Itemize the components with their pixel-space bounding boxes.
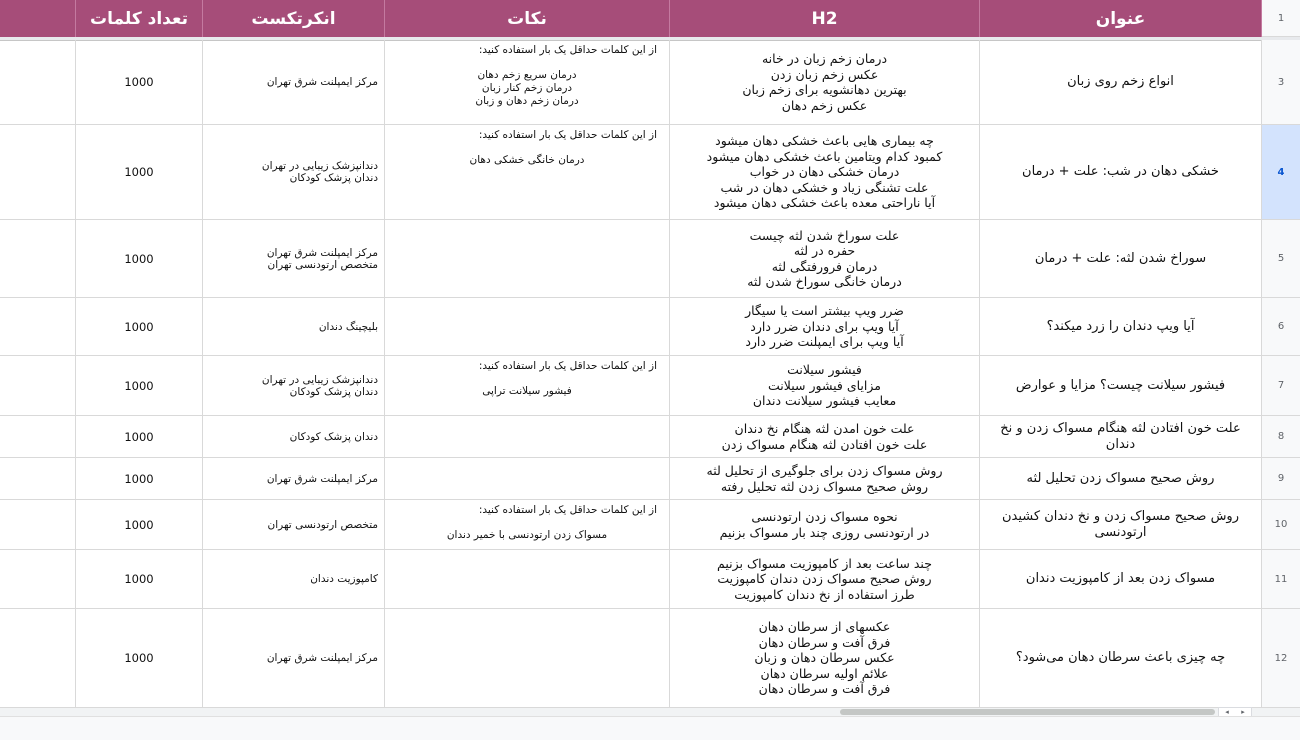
notes-keywords <box>385 154 669 167</box>
h2-line: آیا ناراحتی معده باعث خشکی دهان میشود <box>713 195 936 211</box>
notes-keyword: درمان زخم کنار زبان <box>481 82 573 94</box>
column-header-anchor[interactable]: انکرتکست <box>203 0 385 37</box>
notes-keyword: درمان خانگی خشکی دهان <box>469 154 585 166</box>
cell-title[interactable] <box>980 40 1262 125</box>
h2-line: فرق آفت و سرطان دهان <box>758 634 891 650</box>
h2-line: علت خون امدن لثه هنگام نخ دندان <box>734 421 915 436</box>
h2-line: روش صحیح مسواک زدن لثه تحلیل رفته <box>720 478 929 494</box>
h2-line: علائم اولیه سرطان دهان <box>760 665 889 681</box>
table-row[interactable] <box>0 500 1300 550</box>
anchor-line: مرکز ایمپلنت شرق تهران <box>266 652 378 664</box>
cell-notes[interactable] <box>385 458 670 500</box>
notes-keyword: مسواک زدن ارتودنسی با خمیر دندان <box>446 529 608 541</box>
cell-h2[interactable] <box>670 550 980 609</box>
h2-line: ضرر ویپ بیشتر است یا سیگار <box>745 303 904 319</box>
cell-title-text: علت خون افتادن لثه هنگام مسواک زدن و نخ دندان <box>1000 420 1241 452</box>
row-number[interactable]: 7 <box>1262 356 1300 416</box>
cell-word-count[interactable]: 1000 <box>76 416 203 458</box>
cell-title-text: خشکی دهان در شب: علت + درمان <box>1022 164 1219 179</box>
cell-title-text: مسواک زدن بعد از کامپوزیت دندان <box>1025 571 1216 586</box>
cell-title[interactable] <box>980 125 1262 220</box>
cell-title[interactable] <box>980 356 1262 416</box>
h2-line: حفره در لثه <box>793 243 856 258</box>
cell-word-count[interactable]: 1000 <box>76 298 203 356</box>
cell-h2[interactable] <box>670 125 980 220</box>
cell-word-count[interactable]: 1000 <box>76 125 203 220</box>
cell-anchor[interactable] <box>203 550 385 609</box>
cell-h2[interactable] <box>670 500 980 550</box>
anchor-line: دندان پزشک کودکان <box>289 172 378 184</box>
cell-title-text: چه چیزی باعث سرطان دهان می‌شود؟ <box>1015 650 1226 665</box>
cell-notes[interactable] <box>385 356 670 416</box>
cell-title[interactable] <box>980 220 1262 298</box>
h2-line: درمان زخم زبان در خانه <box>761 51 888 66</box>
row-number[interactable]: 3 <box>1262 40 1300 125</box>
notes-keywords <box>385 529 669 542</box>
cell-h2[interactable] <box>670 458 980 500</box>
anchor-line: بلیچینگ دندان <box>318 320 378 333</box>
cell-anchor[interactable] <box>203 416 385 458</box>
cell-title[interactable] <box>980 298 1262 356</box>
cell-notes[interactable] <box>385 40 670 125</box>
cell-title[interactable] <box>980 609 1262 708</box>
cell-notes[interactable] <box>385 298 670 356</box>
cell-title[interactable] <box>980 500 1262 550</box>
h2-line: نحوه مسواک زدن ارتودنسی <box>751 509 898 524</box>
cell-word-count[interactable]: 1000 <box>76 500 203 550</box>
cell-title-text: انواع زخم روی زبان <box>1067 74 1174 89</box>
h2-line: در ارتودنسی روزی چند بار مسواک بزنیم <box>719 524 930 540</box>
h2-line: چه بیماری هایی باعث خشکی دهان میشود <box>715 133 934 149</box>
column-header-h2[interactable]: H2 <box>670 0 980 37</box>
cell-empty[interactable] <box>0 416 76 458</box>
h2-line: درمان فرورفتگی لثه <box>771 258 878 274</box>
h2-line: روش مسواک زدن برای جلوگیری از تحلیل لثه <box>706 463 943 478</box>
notes-instruction: از این کلمات حداقل یک بار استفاده کنید: <box>478 504 657 516</box>
cell-notes[interactable] <box>385 125 670 220</box>
cell-anchor[interactable] <box>203 298 385 356</box>
h2-line: فیشور سیلانت <box>787 362 862 378</box>
notes-keyword: درمان زخم دهان و زبان <box>475 95 579 107</box>
cell-notes[interactable] <box>385 609 670 708</box>
h2-line: طرز استفاده از نخ دندان کامپوزیت <box>734 586 915 602</box>
notes-instruction: از این کلمات حداقل یک بار استفاده کنید: <box>478 129 657 141</box>
cell-empty[interactable] <box>0 609 76 708</box>
cell-empty[interactable] <box>0 40 76 125</box>
h2-line: آیا ویپ برای دندان ضرر دارد <box>750 318 899 334</box>
row-number[interactable]: 10 <box>1262 500 1300 550</box>
table-row[interactable] <box>0 416 1300 458</box>
cell-title-text: آیا ویپ دندان را زرد میکند؟ <box>1046 318 1195 334</box>
h2-line: درمان خشکی دهان در خواب <box>749 164 900 180</box>
anchor-line: مرکز ایمپلنت شرق تهران <box>266 472 378 485</box>
column-header-empty[interactable] <box>0 0 76 37</box>
row-number[interactable]: 6 <box>1262 298 1300 356</box>
h2-line: درمان خانگی سوراخ شدن لثه <box>747 274 902 289</box>
h2-line: روش صحیح مسواک زدن دندان کامپوزیت <box>717 571 932 587</box>
cell-notes[interactable] <box>385 416 670 458</box>
cell-title[interactable] <box>980 458 1262 500</box>
row-number[interactable]: 11 <box>1262 550 1300 609</box>
notes-keywords <box>385 385 669 398</box>
cell-title[interactable] <box>980 550 1262 609</box>
notes-instruction: از این کلمات حداقل یک بار استفاده کنید: <box>478 44 657 56</box>
anchor-line: دندانپزشک زیبایی در تهران <box>261 373 378 386</box>
h2-line: علت تشنگی زیاد و خشکی دهان در شب <box>720 179 929 195</box>
scroll-right-icon[interactable]: ▸ <box>1241 708 1245 716</box>
column-header-word-count[interactable]: تعداد کلمات <box>76 0 203 37</box>
horizontal-scrollbar-thumb[interactable] <box>840 709 1215 715</box>
table-row[interactable] <box>0 609 1300 708</box>
cell-word-count[interactable]: 1000 <box>76 458 203 500</box>
cell-title-text: فیشور سیلانت چیست؟ مزایا و عوارض <box>1015 377 1226 393</box>
cell-empty[interactable] <box>0 550 76 609</box>
notes-keyword: درمان سریع زخم دهان <box>477 69 577 81</box>
cell-h2[interactable] <box>670 298 980 356</box>
cell-word-count[interactable]: 1000 <box>76 356 203 416</box>
cell-h2[interactable] <box>670 356 980 416</box>
h2-line: عکس سرطان دهان و زبان <box>754 650 895 666</box>
column-header-notes[interactable]: نکات <box>385 0 670 37</box>
cell-h2[interactable] <box>670 40 980 125</box>
anchor-line: دندان پزشک کودکان <box>289 385 378 398</box>
table-row[interactable] <box>0 125 1300 220</box>
row-number[interactable]: 12 <box>1262 609 1300 708</box>
notes-instruction: از این کلمات حداقل یک بار استفاده کنید: <box>478 360 657 372</box>
h2-line: عکسهای از سرطان دهان <box>758 619 891 635</box>
table-row[interactable] <box>0 40 1300 125</box>
h2-line: علت خون افتادن لثه هنگام مسواک زدن <box>721 436 928 452</box>
table-row[interactable] <box>0 356 1300 416</box>
row-number[interactable]: 5 <box>1262 220 1300 298</box>
h2-line: عکس زخم زبان زدن <box>770 66 879 82</box>
row-number-header[interactable]: 1 <box>1262 0 1300 37</box>
cell-anchor[interactable] <box>203 500 385 550</box>
anchor-line: مرکز ایمپلنت شرق تهران <box>266 76 378 88</box>
cell-empty[interactable] <box>0 356 76 416</box>
notes-keywords <box>385 69 669 108</box>
table-row[interactable] <box>0 298 1300 356</box>
h2-line: معایب فیشور سیلانت دندان <box>752 393 897 409</box>
anchor-line: مرکز ایمپلنت شرق تهران <box>266 246 378 259</box>
row-number[interactable]: 8 <box>1262 416 1300 458</box>
cell-notes[interactable] <box>385 220 670 298</box>
row-number[interactable]: 4 <box>1262 125 1300 220</box>
cell-h2[interactable] <box>670 609 980 708</box>
cell-empty[interactable] <box>0 298 76 356</box>
anchor-line: متخصص ارتودنسی تهران <box>267 258 378 271</box>
cell-anchor[interactable] <box>203 356 385 416</box>
h2-line: علت سوراخ شدن لثه چیست <box>749 227 900 243</box>
h2-line: آیا ویپ برای ایمپلنت ضرر دارد <box>745 334 904 350</box>
h2-line: بهترین دهانشویه برای زخم زبان <box>742 82 907 97</box>
anchor-line: کامپوزیت دندان <box>310 573 378 585</box>
h2-line: عکس زخم دهان <box>781 97 868 113</box>
cell-anchor[interactable] <box>203 220 385 298</box>
cell-title-text: سوراخ شدن لثه: علت + درمان <box>1034 250 1207 266</box>
anchor-line: دندان پزشک کودکان <box>289 430 378 443</box>
table-row[interactable] <box>0 550 1300 609</box>
table-row[interactable] <box>0 458 1300 500</box>
cell-empty[interactable] <box>0 458 76 500</box>
cell-notes[interactable] <box>385 550 670 609</box>
column-header-title[interactable]: عنوان <box>980 0 1262 37</box>
cell-anchor[interactable] <box>203 125 385 220</box>
anchor-line: دندانپزشک زیبایی در تهران <box>261 160 378 172</box>
cell-empty[interactable] <box>0 500 76 550</box>
cell-word-count[interactable]: 1000 <box>76 550 203 609</box>
cell-title-text: روش صحیح مسواک زدن تحلیل لثه <box>1026 470 1215 486</box>
sheet-footer-bar <box>0 716 1300 740</box>
cell-title[interactable] <box>980 416 1262 458</box>
cell-anchor[interactable] <box>203 609 385 708</box>
anchor-line: متخصص ارتودنسی تهران <box>267 518 378 531</box>
row-number[interactable]: 9 <box>1262 458 1300 500</box>
cell-anchor[interactable] <box>203 40 385 125</box>
scroll-left-icon[interactable]: ◂ <box>1225 708 1229 716</box>
notes-keyword: فیشور سیلانت تراپی <box>482 385 572 397</box>
cell-word-count[interactable]: 1000 <box>76 220 203 298</box>
cell-empty[interactable] <box>0 125 76 220</box>
h2-line: کمبود کدام ویتامین باعث خشکی دهان میشود <box>706 148 943 164</box>
h2-line: چند ساعت بعد از کامپوزیت مسواک بزنیم <box>717 555 932 571</box>
h2-line: فرق آفت و سرطان دهان <box>758 681 891 697</box>
table-row[interactable] <box>0 220 1300 298</box>
cell-notes[interactable] <box>385 500 670 550</box>
h2-line: مزایای فیشور سیلانت <box>768 377 881 393</box>
cell-h2[interactable] <box>670 416 980 458</box>
cell-word-count[interactable]: 1000 <box>76 40 203 125</box>
cell-h2[interactable] <box>670 220 980 298</box>
cell-title-text: روش صحیح مسواک زدن و نخ دندان کشیدن ارتودنسی <box>1002 508 1239 540</box>
cell-anchor[interactable] <box>203 458 385 500</box>
cell-empty[interactable] <box>0 220 76 298</box>
cell-word-count[interactable]: 1000 <box>76 609 203 708</box>
